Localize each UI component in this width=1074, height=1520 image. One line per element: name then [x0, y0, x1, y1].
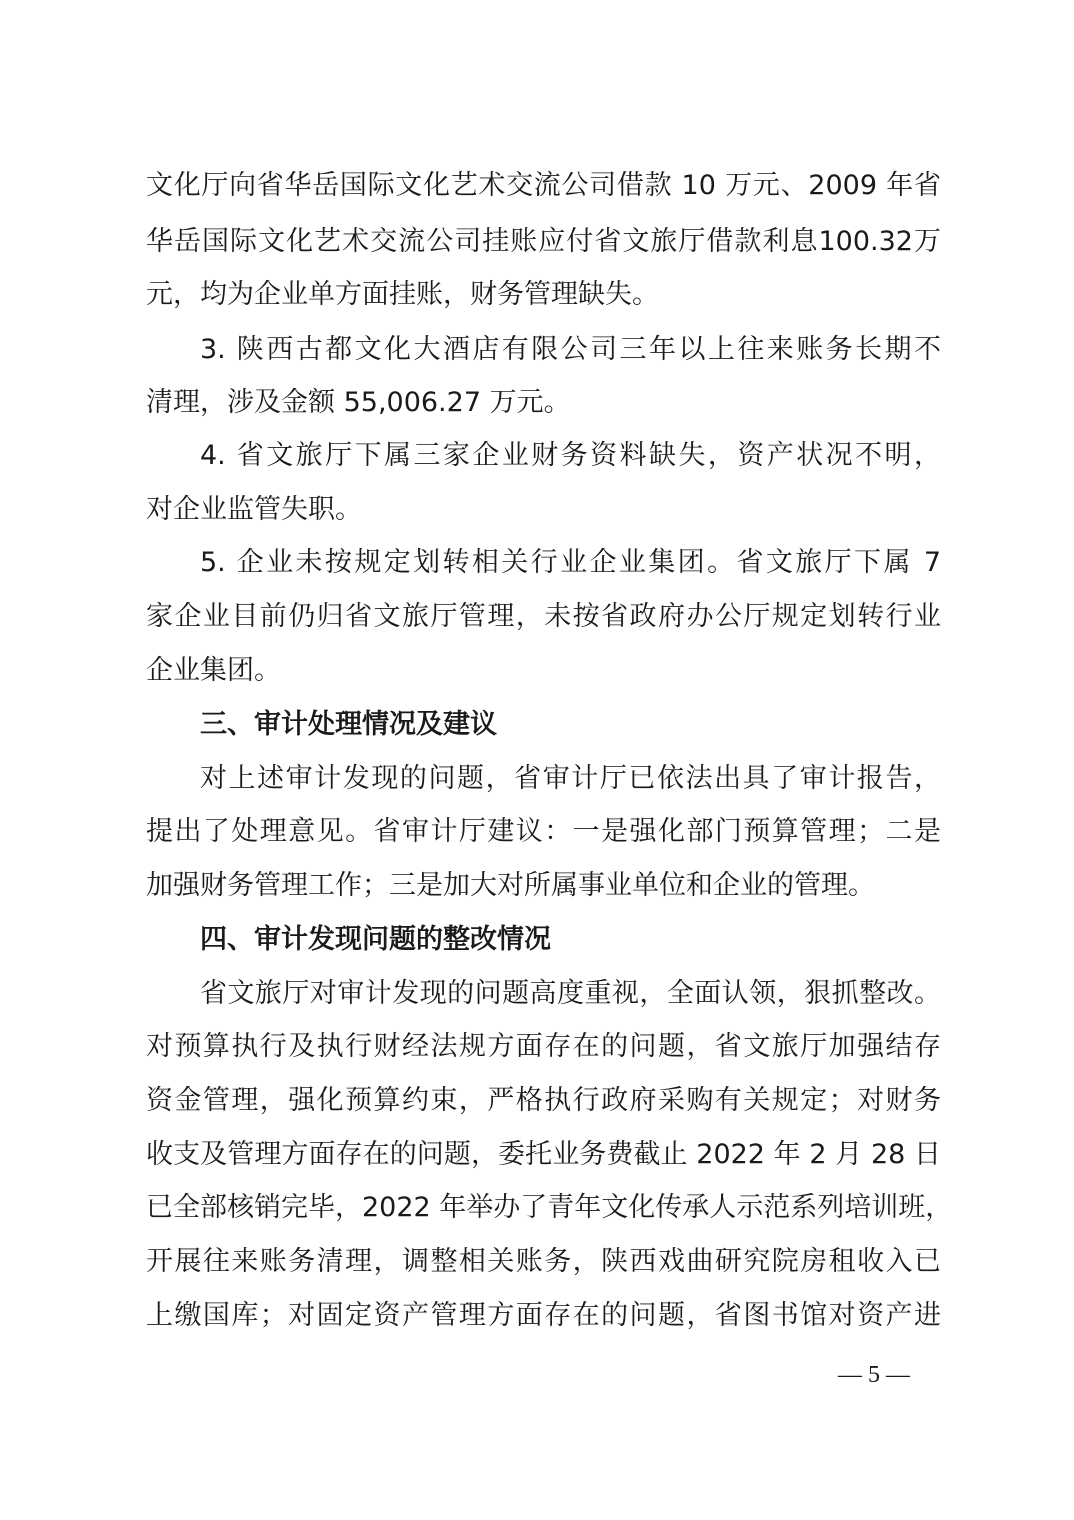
paragraph-line: 元，均为企业单方面挂账，财务管理缺失。: [146, 279, 659, 310]
paragraph-line: 开展往来账务清理，调整相关账务，陕西戏曲研究院房租收入已: [146, 1246, 941, 1277]
section-heading: 四、审计发现问题的整改情况: [200, 924, 551, 955]
paragraph-line: 资金管理，强化预算约束，严格执行政府采购有关规定；对财务: [146, 1085, 941, 1116]
paragraph-line: 对企业监管失职。: [146, 494, 362, 525]
paragraph-line: 企业集团。: [146, 655, 281, 686]
page-number: — 5 —: [838, 1362, 910, 1388]
paragraph-line: 对上述审计发现的问题，省审计厅已依法出具了审计报告，: [200, 763, 941, 794]
paragraph-line: 提出了处理意见。省审计厅建议：一是强化部门预算管理；二是: [146, 816, 941, 847]
paragraph-line: 5. 企业未按规定划转相关行业企业集团。省文旅厅下属 7: [200, 547, 941, 578]
paragraph-line: 已全部核销完毕，2022 年举办了青年文化传承人示范系列培训班，: [146, 1192, 953, 1223]
section-heading: 三、审计处理情况及建议: [200, 709, 497, 740]
paragraph-line: 3. 陕西古都文化大酒店有限公司三年以上往来账务长期不: [200, 334, 941, 365]
paragraph-line: 上缴国库；对固定资产管理方面存在的问题，省图书馆对资产进: [146, 1300, 941, 1331]
paragraph-line: 文化厅向省华岳国际文化艺术交流公司借款 10 万元、2009 年省: [146, 170, 941, 201]
paragraph-line: 收支及管理方面存在的问题，委托业务费截止 2022 年 2 月 28 日: [146, 1139, 941, 1170]
paragraph-line: 华岳国际文化艺术交流公司挂账应付省文旅厅借款利息100.32万: [146, 226, 941, 257]
paragraph-line: 家企业目前仍归省文旅厅管理，未按省政府办公厅规定划转行业: [146, 601, 941, 632]
paragraph-line: 清理，涉及金额 55,006.27 万元。: [146, 387, 571, 418]
paragraph-line: 省文旅厅对审计发现的问题高度重视，全面认领，狠抓整改。: [200, 978, 941, 1009]
paragraph-line: 加强财务管理工作；三是加大对所属事业单位和企业的管理。: [146, 870, 875, 901]
paragraph-line: 4. 省文旅厅下属三家企业财务资料缺失，资产状况不明，: [200, 440, 941, 471]
paragraph-line: 对预算执行及执行财经法规方面存在的问题，省文旅厅加强结存: [146, 1031, 941, 1062]
